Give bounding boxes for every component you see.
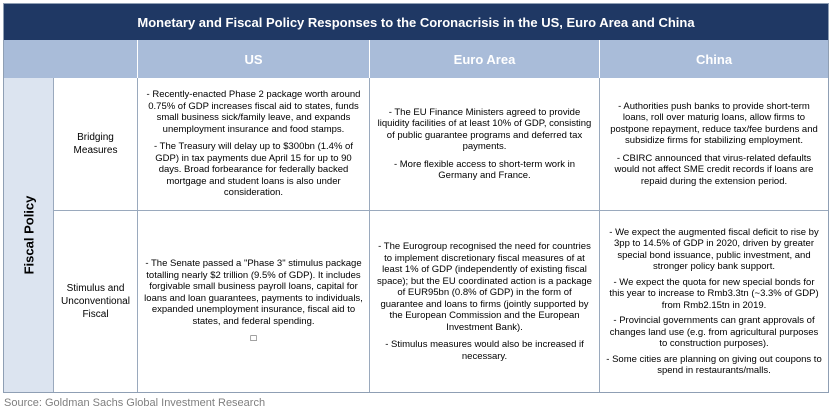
side-label: Fiscal Policy — [21, 195, 37, 275]
cell-text: - We expect the augmented fiscal deficit to rise by 3pp to 14.5% of GDP in 2020, driven by greater special bond issuance, public investment, and stronger policy bank support. — [609, 226, 819, 272]
cell-stimulus-china — [600, 211, 828, 392]
policy-table — [3, 3, 829, 393]
table-title: Monetary and Fiscal Policy Responses to the Coronacrisis in the US, Euro Area and China — [4, 4, 828, 40]
column-header-euro-area: Euro Area — [369, 40, 599, 78]
cell-text: - More flexible access to short-term work in Germany and France. — [393, 158, 576, 181]
column-header-china: China — [599, 40, 828, 78]
cell-text: - We expect the quota for new special bonds for this year to increase to Rmb3.3tn (~3.3% of GDP) from Rmb2.15tn in 2019. — [609, 276, 819, 311]
cell-text: - Recently-enacted Phase 2 package worth around 0.75% of GDP increases fiscal aid to states, funds small business sick/family leave, and expands unemployment insurance and food stamps. — [146, 89, 361, 135]
cell-text: - The Eurogroup recognised the need for countries to implement discretionary fiscal measures of at least 1% of GDP (independently of existing fiscal space); but the EU coordinated action is a package of EUR95bn (0.8% of GDP) in the form of guarantee and loans to firms (jointly supported by the European Commission and the European Investment Bank). — [377, 241, 592, 333]
cell-text: - Provincial governments can grant approvals of changes land use (e.g. from agricultural purposes to construction purposes). — [609, 315, 819, 349]
cell-bridging-euro — [370, 78, 600, 210]
column-header-us: US — [137, 40, 369, 78]
row-label-bridging: Bridging Measures — [54, 78, 138, 210]
cell-text: - The Senate passed a "Phase 3" stimulus package totalling nearly $2 trillion (9.5% of GDP). It includes forgivable small business payroll loans, capital for loans and loan guarantees, payments to individuals, expanded unemployment insurance, fiscal aid to states, and federal spending. — [144, 258, 363, 327]
header-blank — [4, 40, 137, 78]
cell-text: - The Treasury will delay up to $300bn (1.4% of GDP) in tax payments due April 15 for up to 90 days. Broad forbearance for federally backed mortgage and student loans is also under consideration. — [154, 141, 353, 199]
source-note: Source: Goldman Sachs Global Investment Research — [4, 397, 266, 409]
cell-stimulus-euro — [370, 211, 600, 392]
cell-stimulus-us — [138, 211, 370, 392]
cell-bridging-us — [138, 78, 370, 210]
cell-text: - Stimulus measures would also be increased if necessary. — [385, 339, 584, 362]
row-label-stimulus: Stimulus and Unconventional Fiscal — [54, 211, 138, 392]
cell-text: - Some cities are planning on giving out coupons to spend in restaurants/malls. — [606, 353, 822, 376]
cell-text: - CBIRC announced that virus-related defaults would not affect SME credit records if loans are repaid during the extension period. — [614, 152, 814, 187]
cell-text: - Authorities push banks to provide short-term loans, roll over maturig loans, allow firms to postpone repayment, reduce tax/fee burdens and subsidize firms for stabilizing employment. — [610, 100, 818, 147]
cell-text: - The EU Finance Ministers agreed to provide liquidity facilities of at least 10% of GDP, consisting of public guarantee programs and deferred tax payments. — [377, 106, 592, 152]
side-label-cell — [4, 78, 54, 392]
cell-bridging-china — [600, 78, 828, 210]
placeholder-glyph: □ — [250, 333, 257, 345]
